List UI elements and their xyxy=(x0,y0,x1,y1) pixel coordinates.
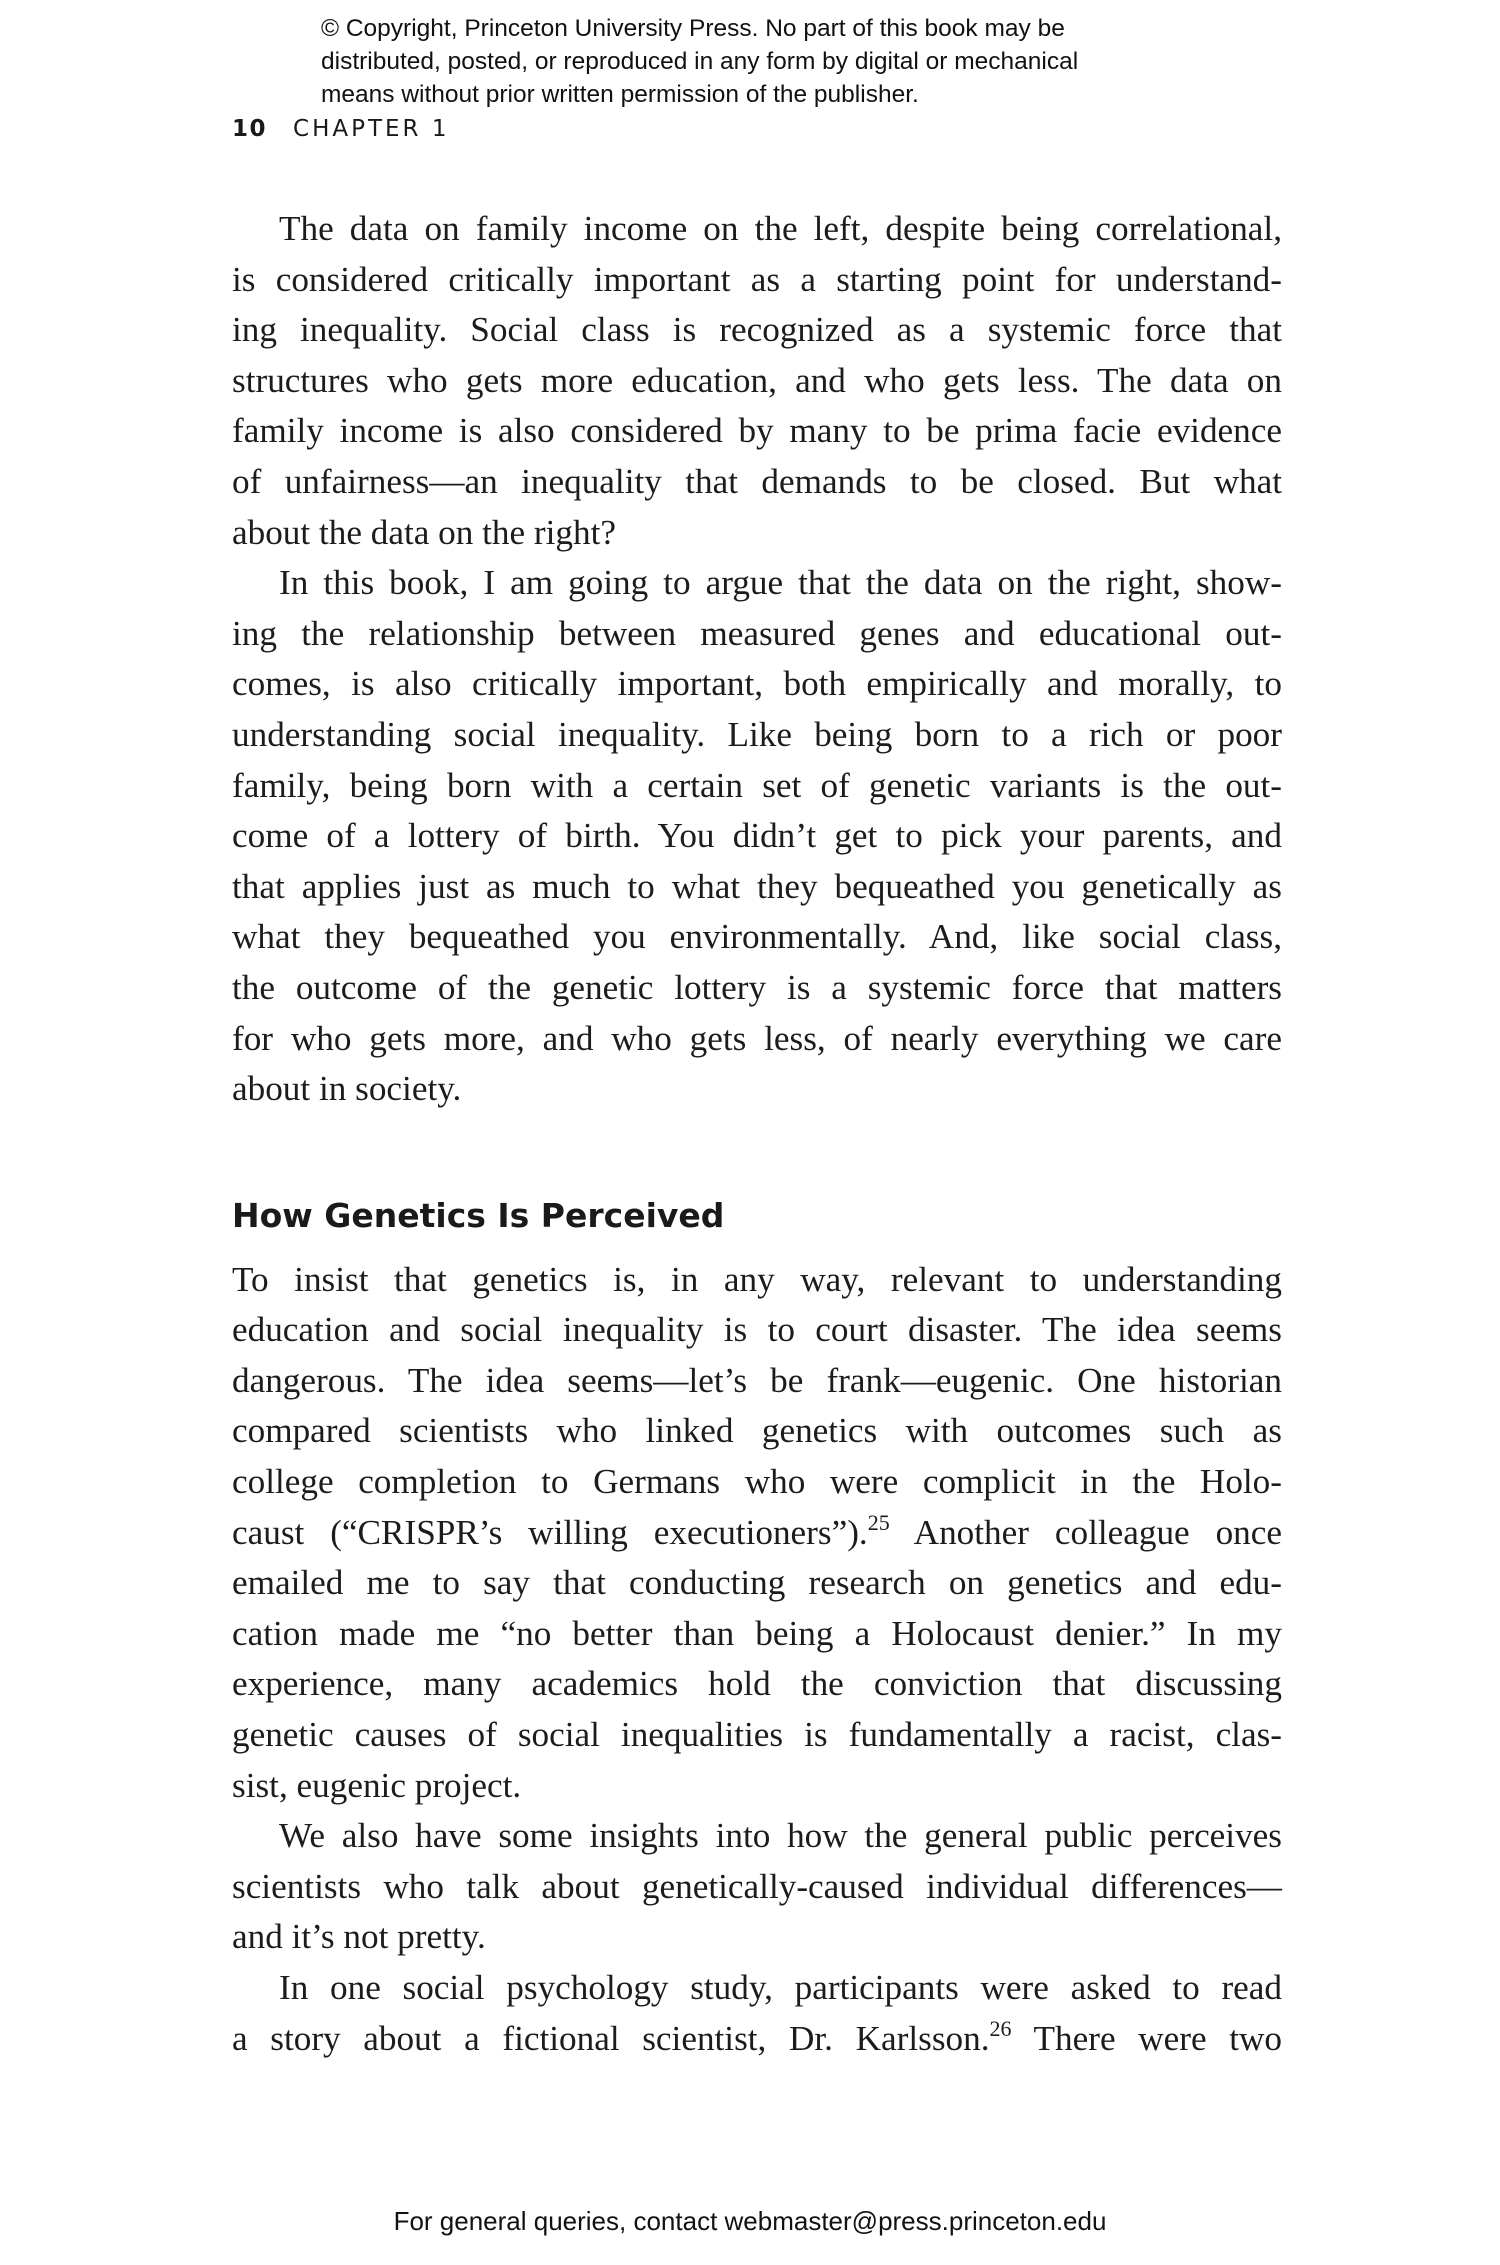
footer-contact: For general queries, contact webmaster@press.princeton.edu xyxy=(393,2206,1107,2236)
text-line: come of a lottery of birth. You didn’t get to pick your parents, and xyxy=(232,816,1282,856)
text-line: comes, is also critically important, both empirically and morally, to xyxy=(232,664,1282,704)
text-line: We also have some insights into how the general public perceives xyxy=(279,1816,1282,1856)
text-line: for who gets more, and who gets less, of nearly everything we care xyxy=(232,1018,1282,1058)
text-line: ing inequality. Social class is recognized as a systemic force that xyxy=(232,310,1282,350)
text-line: compared scientists who linked genetics with outcomes such as xyxy=(232,1411,1282,1451)
footnote-ref-25[interactable]: 25 xyxy=(867,1509,890,1535)
running-head xyxy=(232,116,449,142)
text-line xyxy=(232,1508,1282,1559)
text-line: family, being born with a certain set of genetic variants is the out- xyxy=(232,765,1282,805)
text-line: In this book, I am going to argue that the data on the right, show- xyxy=(279,563,1282,603)
text-segment: Another colleague once xyxy=(889,1512,1282,1552)
text-line: that applies just as much to what they bequeathed you genetically as xyxy=(232,866,1282,906)
paragraph xyxy=(232,558,1282,1115)
text-line xyxy=(232,2014,1282,2065)
text-line: about in society. xyxy=(232,1069,462,1109)
page-number: 10 xyxy=(232,116,268,142)
copyright-line: distributed, posted, or reproduced in any form by digital or mechanical xyxy=(321,48,1079,75)
text-line: The data on family income on the left, despite being correlational, xyxy=(279,209,1282,248)
text-line: cation made me “no better than being a Holocaust denier.” In my xyxy=(232,1613,1282,1653)
paragraph xyxy=(232,204,1282,558)
text-line: college completion to Germans who were complicit in the Holo- xyxy=(232,1462,1282,1502)
text-segment: There were two xyxy=(1011,2018,1282,2058)
text-segment: caust (“CRISPR’s willing executioners”). xyxy=(232,1512,868,1552)
chapter-label: CHAPTER 1 xyxy=(293,116,450,142)
text-line: scientists who talk about genetically-caused individual differences— xyxy=(232,1866,1282,1906)
text-line: understanding social inequality. Like being born to a rich or poor xyxy=(232,714,1282,754)
text-segment: a story about a fictional scientist, Dr. Karlsson. xyxy=(232,2018,990,2058)
text-line: family income is also considered by many to be prima facie evidence xyxy=(232,411,1282,451)
body-text xyxy=(232,204,1282,2064)
text-line: education and social inequality is to court disaster. The idea seems xyxy=(232,1310,1282,1350)
text-line: what they bequeathed you environmentally. And, like social class, xyxy=(232,917,1282,957)
paragraph xyxy=(232,1255,1282,1812)
copyright-line: means without prior written permission of the publisher. xyxy=(321,81,919,108)
text-line: genetic causes of social inequalities is fundamentally a racist, clas- xyxy=(232,1715,1282,1755)
text-line: and it’s not pretty. xyxy=(232,1917,486,1957)
copyright-notice xyxy=(321,12,1261,111)
text-line: of unfairness—an inequality that demands to be closed. But what xyxy=(232,461,1282,501)
text-line: emailed me to say that conducting research on genetics and edu- xyxy=(232,1563,1282,1603)
text-line: experience, many academics hold the conviction that discussing xyxy=(232,1664,1282,1704)
text-line: dangerous. The idea seems—let’s be frank—eugenic. One historian xyxy=(232,1360,1282,1400)
text-line: about the data on the right? xyxy=(232,512,617,552)
footnote-ref-26[interactable]: 26 xyxy=(989,2015,1012,2041)
copyright-line: © Copyright, Princeton University Press. No part of this book may be xyxy=(321,15,1065,42)
text-line: is considered critically important as a starting point for understand- xyxy=(232,259,1282,299)
text-line: To insist that genetics is, in any way, relevant to understanding xyxy=(232,1259,1282,1299)
text-line: sist, eugenic project. xyxy=(232,1765,522,1805)
paragraph xyxy=(232,1963,1282,2064)
text-line: structures who gets more education, and who gets less. The data on xyxy=(232,360,1282,400)
section-heading: How Genetics Is Perceived xyxy=(232,1195,725,1235)
text-line: ing the relationship between measured genes and educational out- xyxy=(232,613,1282,653)
text-line: In one social psychology study, participants were asked to read xyxy=(279,1968,1282,2007)
paragraph xyxy=(232,1811,1282,1963)
text-line: the outcome of the genetic lottery is a systemic force that matters xyxy=(232,967,1282,1007)
